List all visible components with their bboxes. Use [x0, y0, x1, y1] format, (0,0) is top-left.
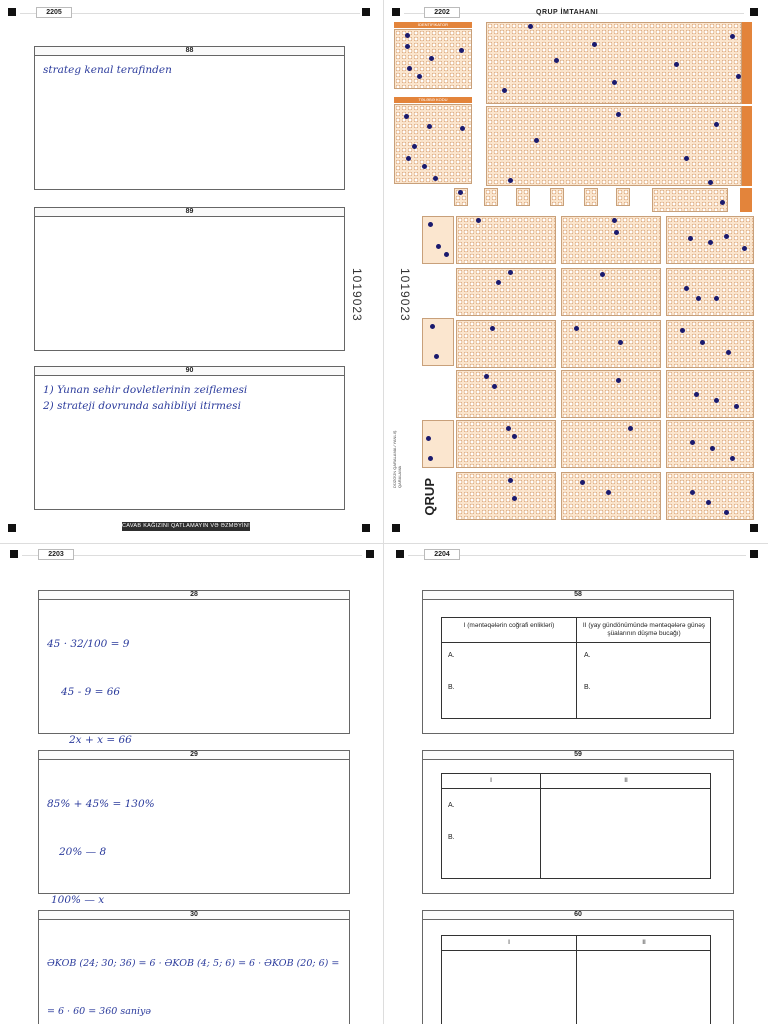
page-code: 2202: [424, 7, 460, 18]
filled-bubble[interactable]: [688, 236, 693, 241]
code-cell[interactable]: [616, 188, 630, 206]
work-line: 45 - 9 = 66: [61, 686, 121, 698]
question-number: 59: [423, 751, 733, 760]
filled-bubble[interactable]: [490, 326, 495, 331]
filled-bubble[interactable]: [433, 176, 438, 181]
answer-box-28[interactable]: [38, 590, 350, 746]
filled-bubble[interactable]: [484, 374, 489, 379]
filled-bubble[interactable]: [708, 240, 713, 245]
surname-bubble-grid[interactable]: [486, 106, 742, 186]
registration-mark: [750, 550, 758, 558]
question-number: 29: [39, 751, 349, 760]
answer-box-60[interactable]: [422, 910, 734, 1024]
side-bar: [740, 188, 752, 212]
filled-bubble[interactable]: [680, 328, 685, 333]
work-line: 45 · 32/100 = 9: [47, 638, 130, 650]
filled-bubble[interactable]: [404, 114, 409, 119]
filled-bubble[interactable]: [434, 354, 439, 359]
filled-bubble[interactable]: [730, 456, 735, 461]
code-cell[interactable]: [484, 188, 498, 206]
filled-bubble[interactable]: [508, 270, 513, 275]
registration-mark: [362, 524, 370, 532]
filled-bubble[interactable]: [684, 156, 689, 161]
filled-bubble[interactable]: [710, 446, 715, 451]
column-divider: [576, 618, 577, 718]
row-label-b: B.: [584, 684, 591, 691]
filled-bubble[interactable]: [528, 24, 533, 29]
column-header-1: I: [508, 939, 510, 946]
filled-bubble[interactable]: [616, 378, 621, 383]
identifier-label: İDENTİFİKATOR: [394, 22, 472, 28]
column-header-2: II: [642, 939, 646, 946]
filled-bubble[interactable]: [684, 286, 689, 291]
filled-bubble[interactable]: [742, 246, 747, 251]
warning-banner: CAVAB KAĞIZINI QATLAMAYIN VƏ ƏZMƏYİN!: [122, 523, 250, 529]
registration-mark: [362, 8, 370, 16]
filled-bubble[interactable]: [428, 222, 433, 227]
answer-bubble-grid[interactable]: [561, 268, 661, 316]
code-cell[interactable]: [516, 188, 530, 206]
header-divider: [442, 788, 710, 789]
answer-bubble-grid[interactable]: [561, 472, 661, 520]
filled-bubble[interactable]: [614, 230, 619, 235]
answer-box-89[interactable]: [34, 207, 345, 351]
handwritten-work: [39, 920, 349, 1024]
filled-bubble[interactable]: [700, 340, 705, 345]
row-label-a: A.: [584, 652, 591, 659]
answer-bubble-grid[interactable]: [561, 216, 661, 264]
filled-bubble[interactable]: [606, 490, 611, 495]
answer-bubble-grid[interactable]: [666, 320, 754, 368]
registration-mark: [750, 8, 758, 16]
filled-bubble[interactable]: [428, 456, 433, 461]
registration-mark: [10, 550, 18, 558]
sheet-id-number: 1019023: [398, 268, 412, 322]
filled-bubble[interactable]: [426, 436, 431, 441]
registration-mark: [750, 524, 758, 532]
filled-bubble[interactable]: [592, 42, 597, 47]
row-label-a: A.: [448, 802, 455, 809]
work-line: ƏKOB (24; 30; 36) = 6 · ƏKOB (4; 5; 6) = 6 · ƏKOB (20; 6) =: [47, 958, 340, 969]
filled-bubble[interactable]: [508, 178, 513, 183]
registration-mark: [392, 8, 400, 16]
filled-bubble[interactable]: [512, 434, 517, 439]
work-line: 2x + x = 66: [69, 734, 132, 746]
filled-bubble[interactable]: [600, 272, 605, 277]
code-cell[interactable]: [584, 188, 598, 206]
filled-bubble[interactable]: [444, 252, 449, 257]
filled-bubble[interactable]: [476, 218, 481, 223]
filled-bubble[interactable]: [506, 426, 511, 431]
filled-bubble[interactable]: [436, 244, 441, 249]
filled-bubble[interactable]: [554, 58, 559, 63]
answer-bubble-grid[interactable]: [456, 320, 556, 368]
match-table: [441, 617, 711, 719]
filled-bubble[interactable]: [628, 426, 633, 431]
filled-bubble[interactable]: [405, 33, 410, 38]
registration-mark: [8, 8, 16, 16]
answer-box-29[interactable]: [38, 750, 350, 906]
sheet-id-number: 1019023: [350, 268, 364, 322]
question-sidebox[interactable]: [422, 420, 454, 468]
column-header-1: I: [490, 777, 492, 784]
answer-sheet-page-2203: [0, 543, 384, 1024]
filled-bubble[interactable]: [407, 66, 412, 71]
filled-bubble[interactable]: [458, 190, 463, 195]
answer-box-58[interactable]: [422, 590, 734, 734]
filled-bubble[interactable]: [616, 112, 621, 117]
side-bar: [742, 22, 752, 104]
name-bubble-grid[interactable]: [486, 22, 742, 104]
question-number: 60: [423, 911, 733, 920]
handwritten-answer: 1) Yunan sehir dovletlerinin zeiflemesi 2) strateji dovrunda sahibliyi itirmesi: [43, 384, 248, 412]
qrup-label: QRUP: [422, 478, 437, 516]
answer-bubble-grid[interactable]: [666, 472, 754, 520]
filled-bubble[interactable]: [427, 124, 432, 129]
marking-legend: DÜZGÜN QARALAMA / YANLIŞ QARALAMA: [392, 430, 402, 488]
registration-mark: [366, 550, 374, 558]
match-table: [441, 773, 711, 879]
answer-box-90[interactable]: [34, 366, 345, 510]
question-number: 30: [39, 911, 349, 920]
header-divider: [442, 642, 710, 643]
filled-bubble[interactable]: [405, 44, 410, 49]
filled-bubble[interactable]: [508, 478, 513, 483]
page-code: 2205: [36, 7, 72, 18]
filled-bubble[interactable]: [612, 80, 617, 85]
filled-bubble[interactable]: [714, 398, 719, 403]
filled-bubble[interactable]: [459, 48, 464, 53]
filled-bubble[interactable]: [726, 350, 731, 355]
filled-bubble[interactable]: [422, 164, 427, 169]
filled-bubble[interactable]: [492, 384, 497, 389]
filled-bubble[interactable]: [696, 296, 701, 301]
question-number: 88: [35, 47, 344, 56]
answer-bubble-grid[interactable]: [561, 370, 661, 418]
question-number: 90: [35, 367, 344, 376]
row-label-b: B.: [448, 834, 455, 841]
filled-bubble[interactable]: [690, 490, 695, 495]
column-header-2: II: [624, 777, 628, 784]
answer-bubble-grid[interactable]: [561, 420, 661, 468]
filled-bubble[interactable]: [580, 480, 585, 485]
column-header-2: II (yay gündönümündə məntəqələrə günəş şüalarının düşmə bucağı): [582, 622, 706, 637]
filled-bubble[interactable]: [730, 34, 735, 39]
answer-bubble-grid[interactable]: [666, 268, 754, 316]
omr-sheet-page-2202: [384, 0, 768, 543]
filled-bubble[interactable]: [612, 218, 617, 223]
work-line: = 6 · 60 = 360 saniyə: [47, 1006, 152, 1017]
column-header-1: I (məntəqələrin coğrafi enlikləri): [463, 622, 555, 629]
filled-bubble[interactable]: [714, 296, 719, 301]
match-table: [441, 935, 711, 1024]
sector-label: TƏLƏBƏ KODU: [394, 97, 472, 103]
filled-bubble[interactable]: [502, 88, 507, 93]
answer-box-88[interactable]: [34, 46, 345, 190]
filled-bubble[interactable]: [512, 496, 517, 501]
filled-bubble[interactable]: [720, 200, 725, 205]
work-line: 100% — x: [51, 894, 105, 906]
filled-bubble[interactable]: [429, 56, 434, 61]
answer-sheet-page-2205: [0, 0, 384, 543]
page-code: 2203: [38, 549, 74, 560]
filled-bubble[interactable]: [708, 180, 713, 185]
side-bar: [742, 106, 752, 186]
filled-bubble[interactable]: [412, 144, 417, 149]
header-divider: [442, 950, 710, 951]
filled-bubble[interactable]: [724, 510, 729, 515]
filled-bubble[interactable]: [406, 156, 411, 161]
filled-bubble[interactable]: [736, 74, 741, 79]
filled-bubble[interactable]: [534, 138, 539, 143]
filled-bubble[interactable]: [417, 74, 422, 79]
registration-mark: [8, 524, 16, 532]
filled-bubble[interactable]: [724, 234, 729, 239]
answer-bubble-grid[interactable]: [456, 216, 556, 264]
filled-bubble[interactable]: [690, 440, 695, 445]
variant-bubble-grid[interactable]: [652, 188, 728, 212]
code-cell[interactable]: [550, 188, 564, 206]
answer-bubble-grid[interactable]: [456, 370, 556, 418]
answer-sheet-page-2204: [384, 543, 768, 1024]
handwritten-answer: [35, 217, 344, 229]
question-number: 58: [423, 591, 733, 600]
filled-bubble[interactable]: [496, 280, 501, 285]
exam-title: QRUP İMTAHANI: [536, 9, 599, 16]
work-line: 85% + 45% = 130%: [47, 798, 155, 810]
filled-bubble[interactable]: [714, 122, 719, 127]
filled-bubble[interactable]: [734, 404, 739, 409]
answer-bubble-grid[interactable]: [666, 370, 754, 418]
work-line: 20% — 8: [59, 846, 107, 858]
handwritten-answer: strateg kenal terafinden: [43, 64, 172, 76]
question-sidebox[interactable]: [422, 216, 454, 264]
row-label-a: A.: [448, 652, 455, 659]
filled-bubble[interactable]: [706, 500, 711, 505]
filled-bubble[interactable]: [674, 62, 679, 67]
page-code: 2204: [424, 549, 460, 560]
answer-bubble-grid[interactable]: [666, 420, 754, 468]
registration-mark: [392, 524, 400, 532]
registration-mark: [396, 550, 404, 558]
answer-bubble-grid[interactable]: [456, 268, 556, 316]
question-number: 28: [39, 591, 349, 600]
answer-box-59[interactable]: [422, 750, 734, 894]
filled-bubble[interactable]: [460, 126, 465, 131]
answer-box-30[interactable]: [38, 910, 350, 1024]
question-sidebox[interactable]: [422, 318, 454, 366]
row-label-b: B.: [448, 684, 455, 691]
question-number: 89: [35, 208, 344, 217]
answer-bubble-grid[interactable]: [456, 472, 556, 520]
filled-bubble[interactable]: [618, 340, 623, 345]
filled-bubble[interactable]: [574, 326, 579, 331]
filled-bubble[interactable]: [694, 392, 699, 397]
column-divider: [540, 774, 541, 878]
filled-bubble[interactable]: [430, 324, 435, 329]
